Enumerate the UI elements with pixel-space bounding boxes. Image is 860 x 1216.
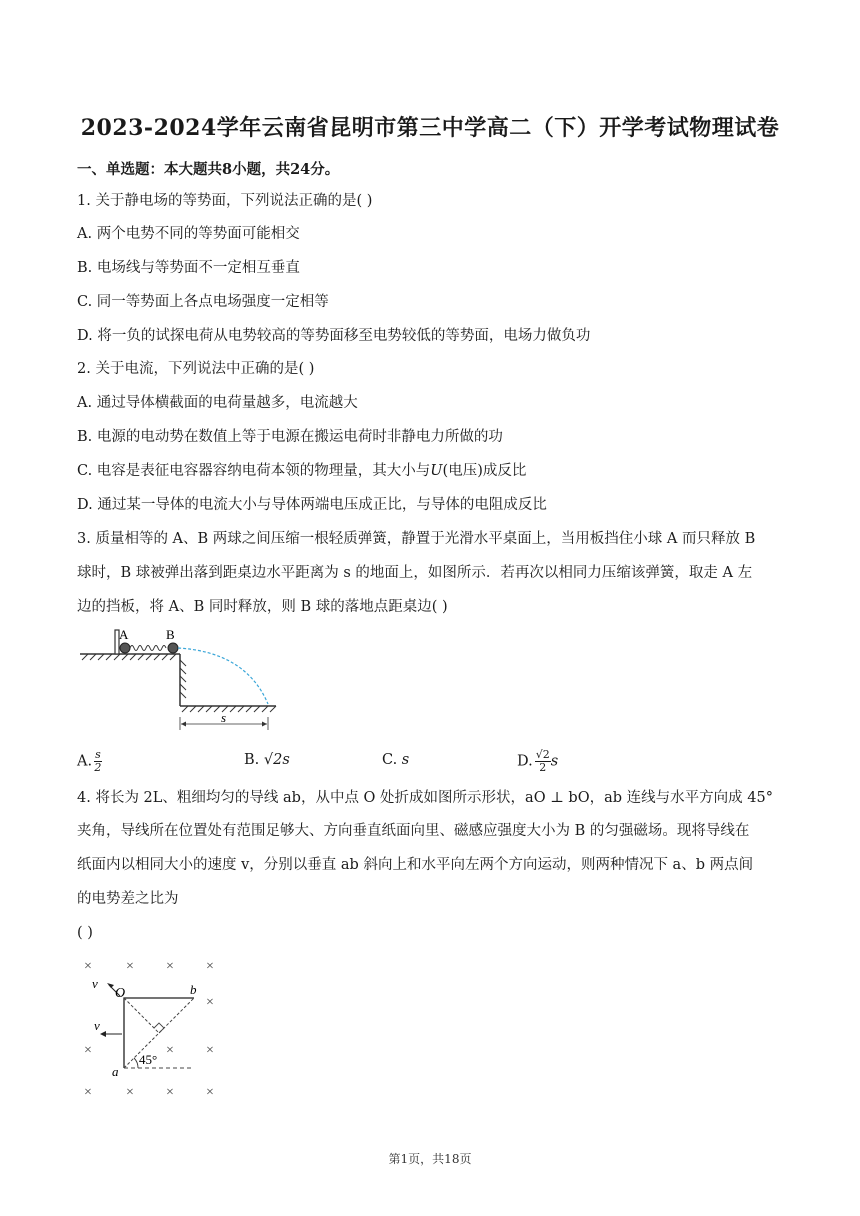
q3-figure bbox=[78, 624, 288, 736]
q3-option-d-num: √2 bbox=[535, 748, 550, 761]
q3-option-a-den: 2 bbox=[94, 761, 102, 774]
q4-line-4: 的电势差之比为 bbox=[77, 891, 179, 907]
q3-fig-label-s: s bbox=[221, 710, 227, 725]
q3-option-b-value: √2s bbox=[263, 752, 290, 768]
q3-option-a-num: s bbox=[95, 748, 101, 761]
q3-fig-label-a: A bbox=[119, 627, 129, 642]
q1-option-d: D. 将一负的试探电荷从电势较高的等势面移至电势较低的等势面，电场力做负功 bbox=[77, 328, 591, 344]
field-mark: × bbox=[126, 959, 134, 974]
q4-line-3: 纸面内以相同大小的速度 v，分别以垂直 ab 斜向上和水平向左两个方向运动，则两种情况下 a、b 两点间 bbox=[77, 857, 754, 873]
q3-fig-label-b: B bbox=[166, 627, 175, 642]
field-mark: × bbox=[84, 1085, 92, 1100]
q4-paren: ( ) bbox=[77, 925, 93, 941]
field-mark: × bbox=[126, 1085, 134, 1100]
q3-option-a-frac bbox=[94, 749, 102, 774]
page-title: 2023-2024学年云南省昆明市第三中学高二（下）开学考试物理试卷 bbox=[80, 115, 780, 141]
field-mark: × bbox=[166, 959, 174, 974]
q4-fig-label-a: a bbox=[112, 1064, 119, 1079]
q2-option-a: A. 通过导体横截面的电荷量越多，电流越大 bbox=[77, 395, 358, 411]
q3-option-b-label: B. bbox=[244, 752, 260, 768]
q4-fig-label-angle: 45° bbox=[139, 1052, 158, 1067]
q2-option-c-text: C. 电容是表征电容器容纳电荷本领的物理量，其大小与 bbox=[77, 463, 431, 479]
field-mark: × bbox=[206, 959, 214, 974]
page-footer: 第1页，共18页 bbox=[388, 1152, 472, 1166]
field-mark: × bbox=[206, 1085, 214, 1100]
field-mark: × bbox=[166, 1043, 174, 1058]
q3-option-d bbox=[517, 749, 558, 774]
q3-option-a bbox=[77, 749, 102, 774]
q1-option-c: C. 同一等势面上各点电场强度一定相等 bbox=[77, 294, 329, 310]
q3-option-c-value: s bbox=[401, 752, 410, 768]
q4-fig-label-v2: v bbox=[94, 1018, 100, 1033]
q4-fig-label-b: b bbox=[190, 982, 197, 997]
q3-option-a-label: A. bbox=[77, 753, 93, 770]
q3-option-c-label: C. bbox=[382, 752, 398, 768]
q4-fig-label-o: O bbox=[115, 986, 126, 1001]
q2-option-c bbox=[77, 460, 526, 482]
q3-line-3: 边的挡板，将 A、B 同时释放，则 B 球的落地点距桌边( ) bbox=[77, 599, 448, 615]
q3-option-b bbox=[244, 749, 290, 771]
q1-option-a: A. 两个电势不同的等势面可能相交 bbox=[77, 226, 300, 242]
q3-line-2: 球时，B 球被弹出落到距桌边水平距离为 s 的地面上，如图所示．若再次以相同力压缩该弹簧，取走 A 左 bbox=[77, 565, 753, 581]
q4-figure bbox=[78, 950, 228, 1102]
q3-option-d-frac bbox=[535, 749, 551, 774]
q2-option-d: D. 通过某一导体的电流大小与导体两端电压成正比，与导体的电阻成反比 bbox=[77, 497, 547, 513]
field-mark: × bbox=[206, 1043, 214, 1058]
q3-option-d-tail: s bbox=[550, 753, 559, 770]
q3-option-d-den: 2 bbox=[539, 761, 547, 774]
q2-option-c-var: U bbox=[430, 463, 443, 479]
field-mark: × bbox=[84, 1043, 92, 1058]
field-mark: × bbox=[206, 995, 214, 1010]
field-mark: × bbox=[84, 959, 92, 974]
q1-option-b: B. 电场线与等势面不一定相互垂直 bbox=[77, 260, 300, 276]
q3-option-d-label: D. bbox=[517, 753, 533, 770]
q2-option-b: B. 电源的电动势在数值上等于电源在搬运电荷时非静电力所做的功 bbox=[77, 429, 503, 445]
q4-fig-label-v1: v bbox=[92, 976, 98, 991]
q3-line-1: 3. 质量相等的 A、B 两球之间压缩一根轻质弹簧，静置于光滑水平桌面上，当用板挡住小球 A 而只释放 B bbox=[77, 531, 756, 547]
q4-line-2: 夹角，导线所在位置处有范围足够大、方向垂直纸面向里、磁感应强度大小为 B 的匀强磁场。现将导线在 bbox=[77, 823, 750, 839]
section-heading: 一、单选题：本大题共8小题，共24分。 bbox=[77, 161, 340, 178]
q3-option-c bbox=[382, 749, 409, 771]
q1-stem: 1. 关于静电场的等势面，下列说法正确的是( ) bbox=[77, 193, 373, 209]
field-mark: × bbox=[166, 1085, 174, 1100]
q2-stem: 2. 关于电流，下列说法中正确的是( ) bbox=[77, 361, 315, 377]
q2-option-c-tail: (电压)成反比 bbox=[442, 463, 527, 479]
q4-line-1: 4. 将长为 2L、粗细均匀的导线 ab，从中点 O 处折成如图所示形状，aO ⊥ bO，ab 连线与水平方向成 45° bbox=[77, 790, 773, 806]
